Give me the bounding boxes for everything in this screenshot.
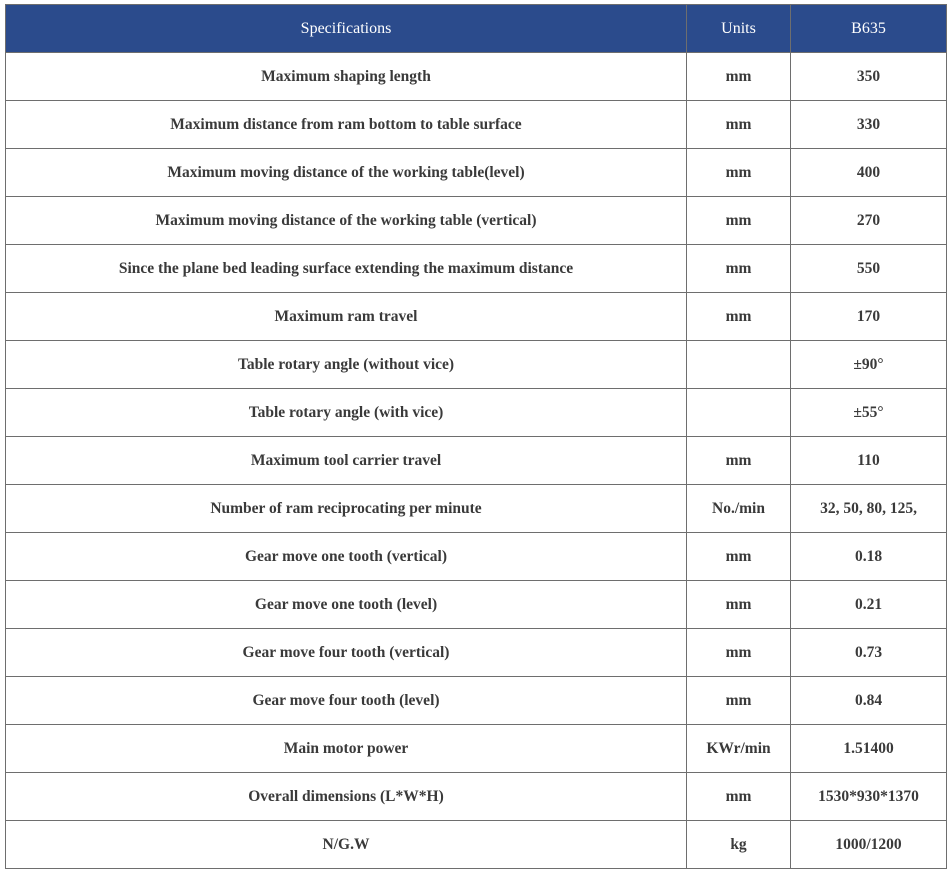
table-header [6,5,947,53]
unit-cell: mm [687,629,791,677]
table-row [6,389,947,437]
unit-cell: KWr/min [687,725,791,773]
table-row [6,581,947,629]
unit-cell: mm [687,677,791,725]
unit-cell: No./min [687,485,791,533]
unit-cell: mm [687,245,791,293]
specifications-table [5,4,947,869]
value-cell: 1.51400 [791,725,947,773]
table-row [6,245,947,293]
value-cell: 170 [791,293,947,341]
spec-name-cell: Table rotary angle (without vice) [6,341,687,389]
spec-name-cell: Maximum ram travel [6,293,687,341]
value-cell: ±90° [791,341,947,389]
table-row [6,725,947,773]
header-row [6,5,947,53]
unit-cell: mm [687,53,791,101]
value-cell: 1000/1200 [791,821,947,869]
spec-name-cell: Maximum moving distance of the working table(level) [6,149,687,197]
unit-cell: mm [687,149,791,197]
unit-cell: kg [687,821,791,869]
unit-cell [687,341,791,389]
value-cell: 550 [791,245,947,293]
spec-name-cell: Maximum tool carrier travel [6,437,687,485]
unit-cell: mm [687,773,791,821]
value-cell: 110 [791,437,947,485]
spec-name-cell: Gear move one tooth (level) [6,581,687,629]
value-cell: 0.18 [791,533,947,581]
spec-name-cell: Main motor power [6,725,687,773]
value-cell: 32, 50, 80, 125, [791,485,947,533]
spec-name-cell: Gear move four tooth (level) [6,677,687,725]
unit-cell: mm [687,293,791,341]
spec-name-cell: Maximum shaping length [6,53,687,101]
header-specifications: Specifications [6,5,687,53]
spec-name-cell: Overall dimensions (L*W*H) [6,773,687,821]
table-row [6,293,947,341]
unit-cell: mm [687,197,791,245]
value-cell: 1530*930*1370 [791,773,947,821]
table-row [6,341,947,389]
table-row [6,533,947,581]
table-body [6,53,947,869]
table-row [6,53,947,101]
table-row [6,677,947,725]
spec-name-cell: Gear move one tooth (vertical) [6,533,687,581]
header-units: Units [687,5,791,53]
table-row [6,197,947,245]
value-cell: 0.21 [791,581,947,629]
value-cell: 0.73 [791,629,947,677]
unit-cell: mm [687,581,791,629]
table-row [6,149,947,197]
table-row [6,629,947,677]
spec-name-cell: Table rotary angle (with vice) [6,389,687,437]
value-cell: ±55° [791,389,947,437]
header-model-b635: B635 [791,5,947,53]
spec-name-cell: Number of ram reciprocating per minute [6,485,687,533]
spec-name-cell: Maximum distance from ram bottom to table surface [6,101,687,149]
value-cell: 330 [791,101,947,149]
table-row [6,101,947,149]
table-row [6,773,947,821]
unit-cell: mm [687,437,791,485]
spec-name-cell: N/G.W [6,821,687,869]
unit-cell: mm [687,101,791,149]
spec-name-cell: Maximum moving distance of the working table (vertical) [6,197,687,245]
value-cell: 0.84 [791,677,947,725]
value-cell: 350 [791,53,947,101]
value-cell: 270 [791,197,947,245]
unit-cell: mm [687,533,791,581]
spec-name-cell: Gear move four tooth (vertical) [6,629,687,677]
unit-cell [687,389,791,437]
value-cell: 400 [791,149,947,197]
spec-name-cell: Since the plane bed leading surface extending the maximum distance [6,245,687,293]
table-row [6,821,947,869]
table-row [6,485,947,533]
table-row [6,437,947,485]
